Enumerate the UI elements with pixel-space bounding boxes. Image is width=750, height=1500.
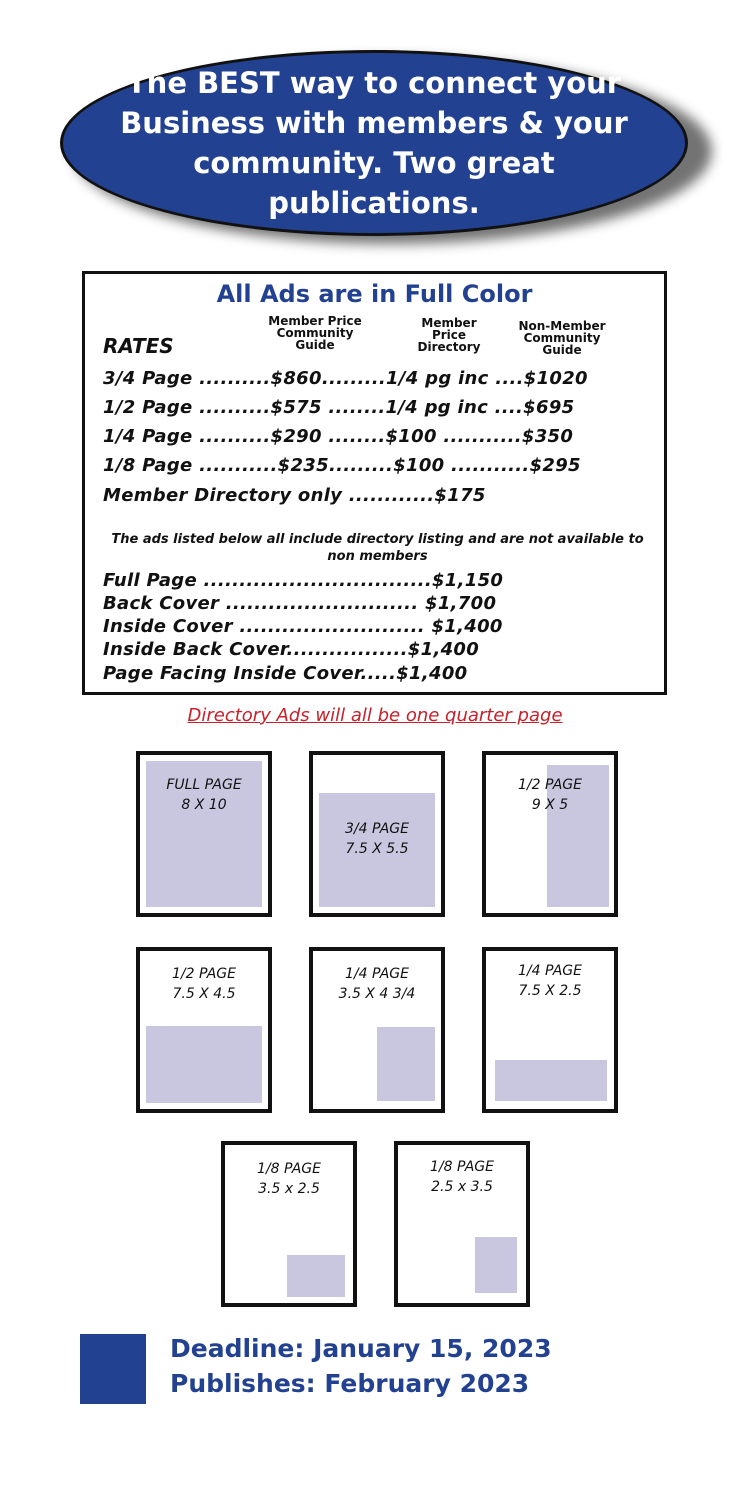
ad-area-fill (377, 1027, 435, 1101)
column-header-member-directory: Member Price Directory (417, 316, 481, 354)
ad-area-fill (287, 1255, 345, 1297)
rates-table (82, 271, 667, 695)
ad-area-fill (475, 1237, 517, 1293)
ad-size-half-page-vertical (482, 751, 618, 917)
special-rate-row: Inside Cover .......................... $1,400 (103, 616, 503, 637)
ad-size-quarter-page-vertical (309, 947, 445, 1113)
header-banner (60, 50, 688, 236)
rates-title: All Ads are in Full Color (216, 280, 533, 308)
ad-area-fill (495, 1060, 607, 1101)
deadline-text: Deadline: January 15, 2023 (170, 1334, 552, 1363)
rate-row: 1/2 Page ..........$575 ........1/4 pg inc ....$695 (103, 397, 575, 418)
special-rate-row: Page Facing Inside Cover.....$1,400 (103, 663, 468, 684)
ad-size-full-page (136, 751, 272, 917)
rate-row: 3/4 Page ..........$860.........1/4 pg inc ....$1020 (103, 368, 588, 389)
ad-size-eighth-page-horizontal (221, 1141, 357, 1307)
ad-size-eighth-page-vertical (394, 1141, 530, 1307)
ad-size-label: 1/4 PAGE 3.5 X 4 3/4 (338, 966, 416, 1002)
header-text: The BEST way to connect your Business with members & your community. Two great publications. (120, 66, 628, 220)
rate-row: Member Directory only ............$175 (103, 485, 486, 506)
ad-size-label: FULL PAGE 8 X 10 (166, 777, 242, 813)
rate-row: 1/4 Page ..........$290 ........$100 ...........$350 (103, 426, 574, 447)
rate-row: 1/8 Page ...........$235.........$100 ...........$295 (103, 455, 581, 476)
ad-size-half-page-horizontal (136, 947, 272, 1113)
special-rate-row: Back Cover ........................... $1,700 (103, 593, 497, 614)
ad-size-label: 1/8 PAGE 2.5 x 3.5 (430, 1159, 494, 1195)
ad-size-three-quarter-page (309, 751, 445, 917)
column-header-nonmember-guide: Non-Member Community Guide (518, 319, 606, 357)
ad-size-label: 1/4 PAGE 7.5 X 2.5 (518, 963, 582, 999)
special-rate-row: Full Page ................................$1,150 (103, 570, 504, 591)
ad-size-quarter-page-horizontal (482, 947, 618, 1113)
publishes-text: Publishes: February 2023 (170, 1369, 530, 1398)
ad-size-label: 1/2 PAGE 7.5 X 4.5 (172, 966, 236, 1002)
directory-listing-note: The ads listed below all include directory listing and are not available to non members (111, 532, 644, 564)
footer-accent-square (80, 1334, 146, 1404)
special-rate-row: Inside Back Cover.................$1,400 (103, 639, 480, 660)
directory-ads-note: Directory Ads will all be one quarter page (187, 705, 563, 726)
ad-area-fill (146, 1026, 262, 1103)
rates-label: RATES (103, 334, 174, 358)
ad-size-label: 1/2 PAGE 9 X 5 (518, 777, 582, 813)
ad-size-label: 1/8 PAGE 3.5 x 2.5 (257, 1161, 321, 1197)
column-header-member-guide: Member Price Community Guide (268, 314, 362, 352)
ad-size-label: 3/4 PAGE 7.5 X 5.5 (345, 821, 409, 857)
